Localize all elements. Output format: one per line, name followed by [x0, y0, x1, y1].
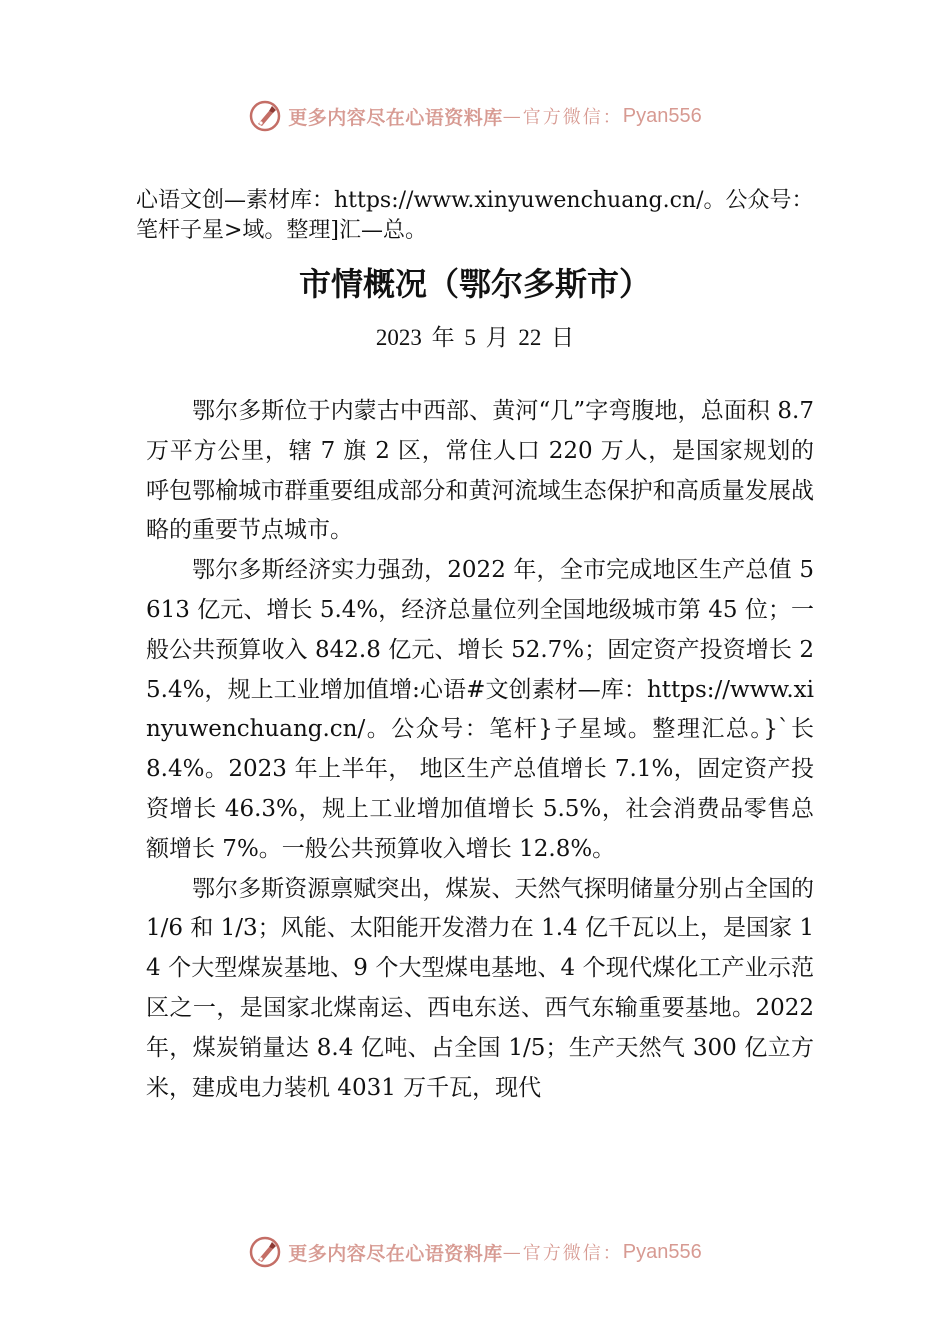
paragraph: 鄂尔多斯经济实力强劲，2022 年，全市完成地区生产总值 5613 亿元、增长 5.4%，经济总量位列全国地级城市第 45 位；一般公共预算收入 842.8 亿元、增长 52.7%；固定资产投资增长 25.4%，规上工业增加值增:心语#文创素材—库：https://www.xinyuwenchuang.cn/。公众号：笔杆}子星域。整理汇总。}`长 8.4%。2023 年上半年， 地区生产总值增长 7.1%，固定资产投资增长 46.3%，规上工业增加值增长 5.5%，社会消费品零售总额增长 7%。一般公共预算收入增长 12.8%。: [146, 557, 814, 862]
banner-dash: —: [502, 1241, 523, 1263]
footer-banner: [0, 1230, 950, 1274]
banner-dash: —: [502, 105, 523, 127]
banner-wechat-id: Pyan556: [622, 104, 702, 127]
banner-sub-text: 官方微信：: [522, 1243, 623, 1264]
document-date: 2023 年 5 月 22 日: [375, 325, 575, 350]
source-note: 心语文创—素材库：https://www.xinyuwenchuang.cn/。公众号：笔杆子星>域。整理]汇—总。: [136, 188, 814, 243]
banner-main-text: 更多内容尽在心语资料库: [288, 106, 503, 129]
banner-sub-text: 官方微信：: [522, 107, 623, 128]
pen-nib-logo-icon: [248, 99, 282, 133]
banner-main-text: 更多内容尽在心语资料库: [288, 1242, 503, 1265]
pen-nib-logo-icon: [248, 1235, 282, 1269]
page-title: 市情概况（鄂尔多斯市）: [298, 265, 651, 303]
paragraph: 鄂尔多斯资源禀赋突出，煤炭、天然气探明储量分别占全国的 1/6 和 1/3；风能、太阳能开发潜力在 1.4 亿千瓦以上，是国家 14 个大型煤炭基地、9 个大型煤电基地、4 个现代煤化工产业示范区之一，是国家北煤南运、西电东送、西气东输重要基地。2022 年，煤炭销量达 8.4 亿吨、占全国 1/5；生产天然气 300 亿立方米，建成电力装机 4031 万千瓦，现代: [146, 875, 814, 1101]
header-banner: [0, 94, 950, 138]
document-body: [146, 392, 814, 1108]
banner-wechat-id: Pyan556: [622, 1240, 702, 1263]
paragraph: 鄂尔多斯位于内蒙古中西部、黄河“几”字弯腹地，总面积 8.7 万平方公里，辖 7 旗 2 区，常住人口 220 万人，是国家规划的呼包鄂榆城市群重要组成部分和黄河流域生态保护和高质量发展战略的重要节点城市。: [146, 398, 814, 544]
